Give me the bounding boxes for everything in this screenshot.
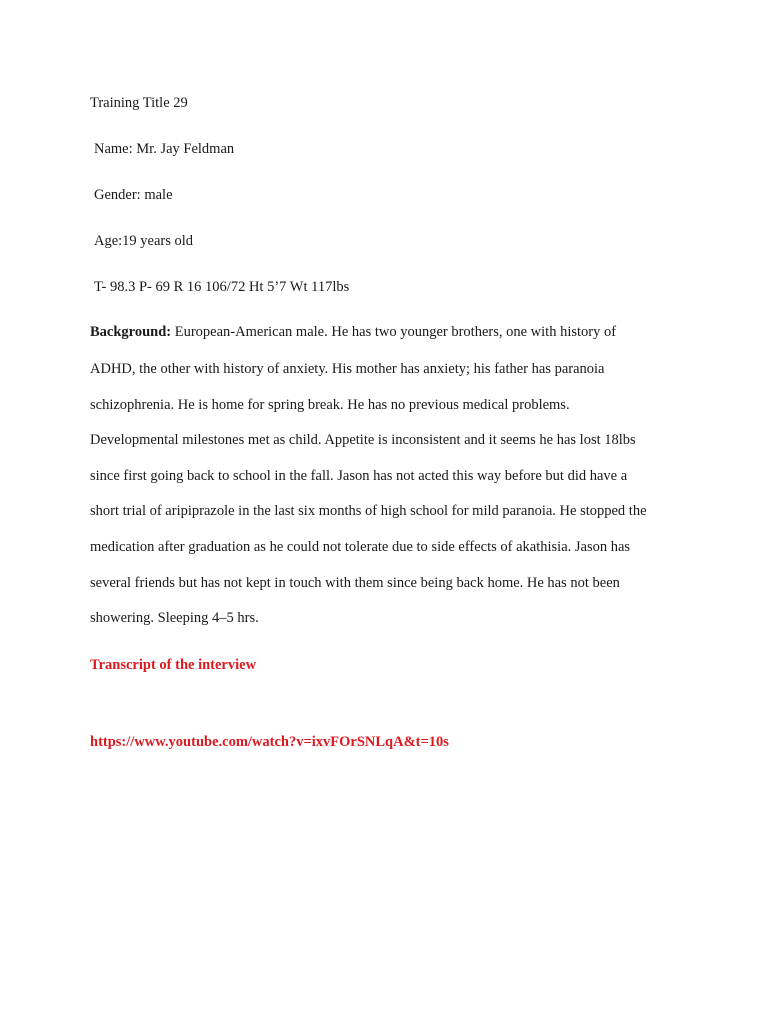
interview-video-link[interactable]: https://www.youtube.com/watch?v=ixvFOrSNLqA&t=10s [90,734,449,750]
patient-vitals: T- 98.3 P- 69 R 16 106/72 Ht 5’7 Wt 117lbs [94,279,350,295]
background-text-line: several friends but has not kept in touch with them since being back home. He has not been [90,575,620,591]
background-text-line: Developmental milestones met as child. Appetite is inconsistent and it seems he has lost 18lbs [90,432,636,448]
background-first-line [90,323,616,341]
background-text-line: ADHD, the other with history of anxiety. His mother has anxiety; his father has paranoia [90,361,605,377]
background-text-line: European-American male. He has two younger brothers, one with history of [171,324,617,340]
background-text-line: medication after graduation as he could not tolerate due to side effects of akathisia. Jason has [90,539,631,555]
patient-name: Name: Mr. Jay Feldman [94,141,235,157]
patient-gender: Gender: male [94,187,173,203]
document-title: Training Title 29 [90,95,188,111]
background-text-line: short trial of aripiprazole in the last six months of high school for mild paranoia. He stopped the [90,503,647,519]
patient-age: Age:19 years old [94,233,194,249]
background-text-line: since first going back to school in the fall. Jason has not acted this way before but did have a [90,468,628,484]
background-text-line: showering. Sleeping 4–5 hrs. [90,610,259,626]
background-label: Background: [90,324,172,340]
transcript-heading: Transcript of the interview [90,657,257,673]
background-text-line: schizophrenia. He is home for spring break. He has no previous medical problems. [90,397,570,413]
